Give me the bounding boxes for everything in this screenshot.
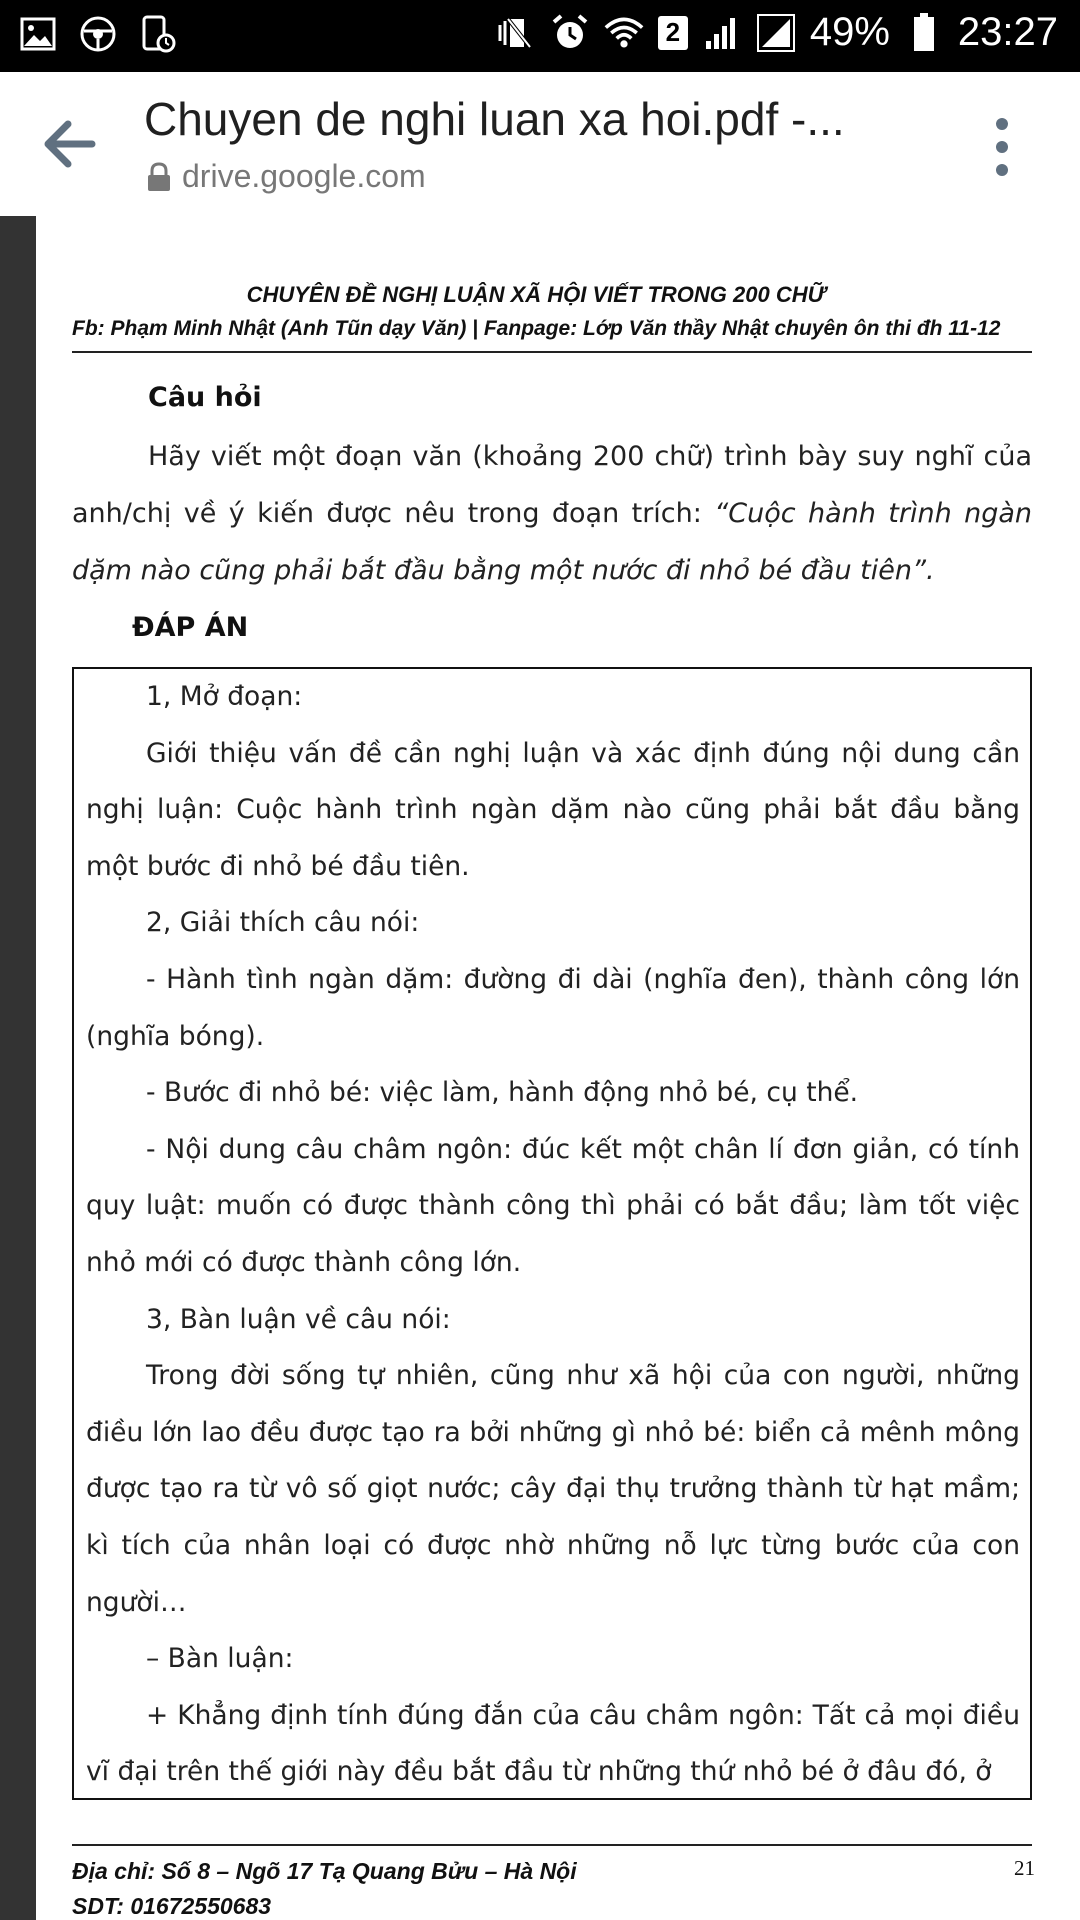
sim-badge-icon: 2 <box>658 16 688 50</box>
footer-divider <box>72 1844 1032 1846</box>
question-quote: “Cuộc hành trình ngàn dặm nào cũng phải bắt đầu bằng một nước đi nhỏ bé đầu tiên”. <box>72 498 1032 586</box>
question-paragraph <box>72 428 1032 599</box>
url-row <box>146 158 426 195</box>
answer-paragraph: 1, Mở đoạn: <box>146 681 303 712</box>
status-icons-left <box>18 14 178 54</box>
answer-paragraph: - Hành tình ngàn dặm: đường đi dài (nghĩa đen), thành công lớn (nghĩa bóng). <box>86 963 1020 1052</box>
answer-paragraph: 2, Giải thích câu nói: <box>146 907 420 939</box>
question-heading: Câu hỏi <box>148 382 262 413</box>
app-bar <box>0 72 1080 218</box>
doc-heading: CHUYÊN ĐỀ NGHỊ LUẬN XÃ HỘI VIẾT TRONG 200 CHỮ <box>246 282 826 307</box>
answer-box <box>72 667 1032 1800</box>
header-divider <box>72 351 1032 353</box>
signal-icon <box>702 13 742 53</box>
answer-paragraph: - Nội dung câu châm ngôn: đúc kết một chân lí đơn giản, có tính quy luật: muốn có được thành công thì phải có bắt đầu; làm tốt việc nhỏ mới có được thành công lớn. <box>86 1133 1020 1278</box>
answer-paragraph: 3, Bàn luận về câu nói: <box>146 1303 451 1335</box>
more-options-button[interactable] <box>984 114 1020 180</box>
answer-paragraph: Giới thiệu vấn đề cần nghị luận và xác định đúng nội dung cần nghị luận: Cuộc hành trình ngàn dặm nào cũng phải bắt đầu bằng một bước đi nhỏ bé đầu tiên. <box>86 737 1020 882</box>
answer-paragraph: – Bàn luận: <box>146 1643 294 1675</box>
doc-subheading: Fb: Phạm Minh Nhật (Anh Tũn dạy Văn) | Fanpage: Lớp Văn thầy Nhật chuyên ôn thi đh 11-12 <box>72 317 1001 340</box>
wifi-icon <box>604 13 644 53</box>
answer-heading: ĐÁP ÁN <box>132 612 249 643</box>
steering-wheel-icon <box>78 14 118 54</box>
clock: 23:27 <box>957 10 1058 54</box>
document-title: Chuyen de nghi luan xa hoi.pdf -... <box>144 93 845 145</box>
answer-content <box>86 669 1020 1800</box>
footer-phone: SDT: 01672550683 <box>72 1893 272 1919</box>
status-icons-right <box>496 10 1058 55</box>
lock-icon <box>146 162 172 192</box>
pdf-viewer[interactable] <box>0 216 1080 1920</box>
answer-paragraph: + Khẳng định tính đúng đắn của câu châm ngôn: Tất cả mọi điều vĩ đại trên thế giới này đều bắt đầu từ những thứ nhỏ bé ở đâu đó, ở <box>86 1699 1020 1788</box>
url-text: drive.google.com <box>182 158 426 194</box>
gallery-icon <box>18 14 58 54</box>
signal-icon <box>756 13 796 53</box>
status-bar <box>0 0 1080 72</box>
alarm-icon <box>550 13 590 53</box>
page-number: 21 <box>1014 1856 1035 1880</box>
screen-rotate-icon <box>138 14 178 54</box>
question-text: Hãy viết một đoạn văn (khoảng 200 chữ) trình bày suy nghĩ của anh/chị về ý kiến được nêu trong đoạn trích: <box>72 441 1032 529</box>
answer-paragraph: - Bước đi nhỏ bé: việc làm, hành động nhỏ bé, cụ thể. <box>146 1077 859 1109</box>
back-button[interactable] <box>40 114 104 174</box>
more-vert-icon <box>984 114 1020 180</box>
arrow-back-icon <box>40 114 104 174</box>
battery-icon <box>904 13 944 53</box>
footer-address: Địa chỉ: Số 8 – Ngõ 17 Tạ Quang Bửu – Hà Nội <box>72 1858 577 1884</box>
pdf-page <box>36 216 1080 1920</box>
battery-percent: 49% <box>809 10 890 54</box>
vibrate-icon <box>496 13 536 53</box>
answer-paragraph: Trong đời sống tự nhiên, cũng như xã hội của con người, những điều lớn lao đều được tạo ra bởi những gì nhỏ bé: biển cả mênh mông được tạo ra từ vô số giọt nước; cây đại thụ trưởng thành từ hạt mầm; kì tích của nhân loại có được nhờ những nỗ lực từng bước của con người… <box>86 1360 1020 1618</box>
